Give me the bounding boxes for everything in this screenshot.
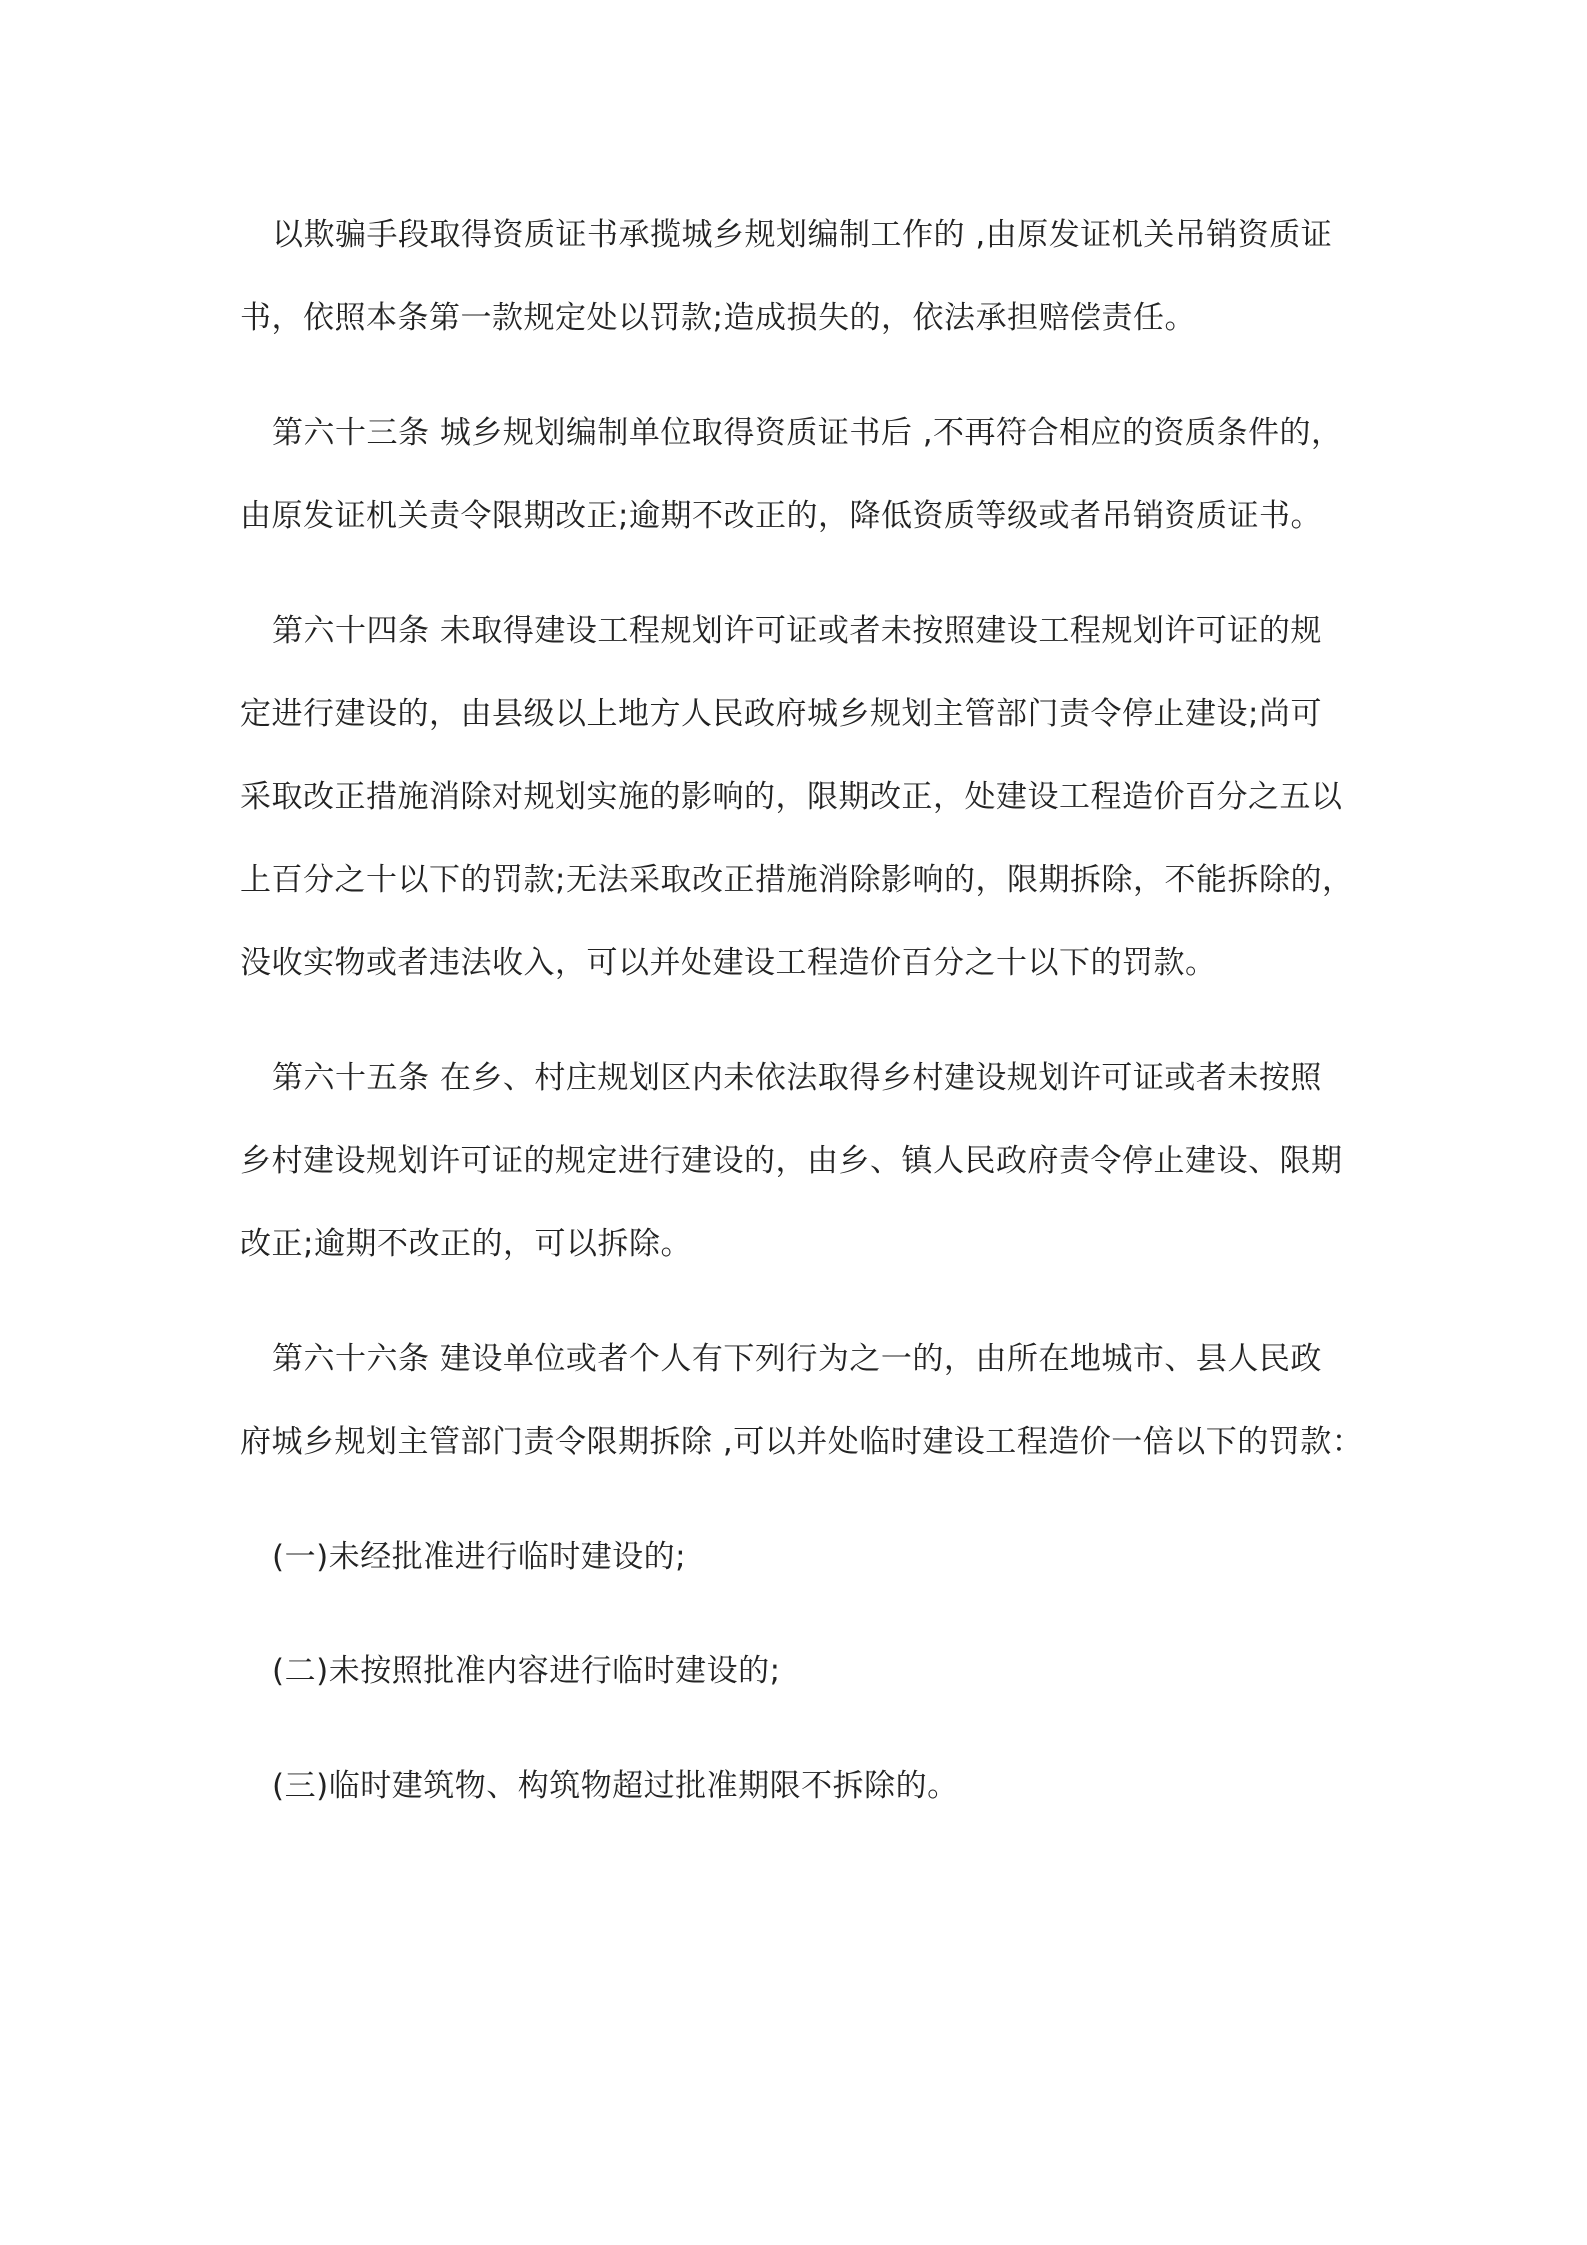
- text-line: 府城乡规划主管部门责令限期拆除 ,可以并处临时建设工程造价一倍以下的罚款：: [240, 1424, 1364, 1460]
- text-line: 乡村建设规划许可证的规定进行建设的，由乡、镇人民政府责令停止建设、限期: [240, 1143, 1343, 1179]
- text-line: 第六十五条 在乡、村庄规划区内未依法取得乡村建设规划许可证或者未按照: [272, 1060, 1322, 1096]
- text-line: 采取改正措施消除对规划实施的影响的，限期改正，处建设工程造价百分之五以: [240, 779, 1343, 815]
- text-line: 没收实物或者违法收入，可以并处建设工程造价百分之十以下的罚款。: [240, 945, 1217, 981]
- text-line: 定进行建设的，由县级以上地方人民政府城乡规划主管部门责令停止建设;尚可: [240, 696, 1322, 732]
- text-line: 以欺骗手段取得资质证书承揽城乡规划编制工作的 ,由原发证机关吊销资质证: [272, 217, 1333, 253]
- text-line: (二)未按照批准内容进行临时建设的;: [272, 1653, 781, 1689]
- text-line: 第六十三条 城乡规划编制单位取得资质证书后 ,不再符合相应的资质条件的，: [272, 415, 1343, 451]
- text-line: 改正;逾期不改正的，可以拆除。: [240, 1226, 692, 1262]
- text-line: 书，依照本条第一款规定处以罚款;造成损失的，依法承担赔偿责任。: [240, 300, 1196, 336]
- text-line: 第六十四条 未取得建设工程规划许可证或者未按照建设工程规划许可证的规: [272, 613, 1322, 649]
- text-line: (一)未经批准进行临时建设的;: [272, 1539, 687, 1575]
- text-line: 由原发证机关责令限期改正;逾期不改正的，降低资质等级或者吊销资质证书。: [240, 498, 1322, 534]
- text-line: (三)临时建筑物、构筑物超过批准期限不拆除的。: [272, 1768, 959, 1804]
- text-line: 第六十六条 建设单位或者个人有下列行为之一的，由所在地城市、县人民政: [272, 1341, 1322, 1377]
- text-line: 上百分之十以下的罚款;无法采取改正措施消除影响的，限期拆除，不能拆除的，: [240, 862, 1354, 898]
